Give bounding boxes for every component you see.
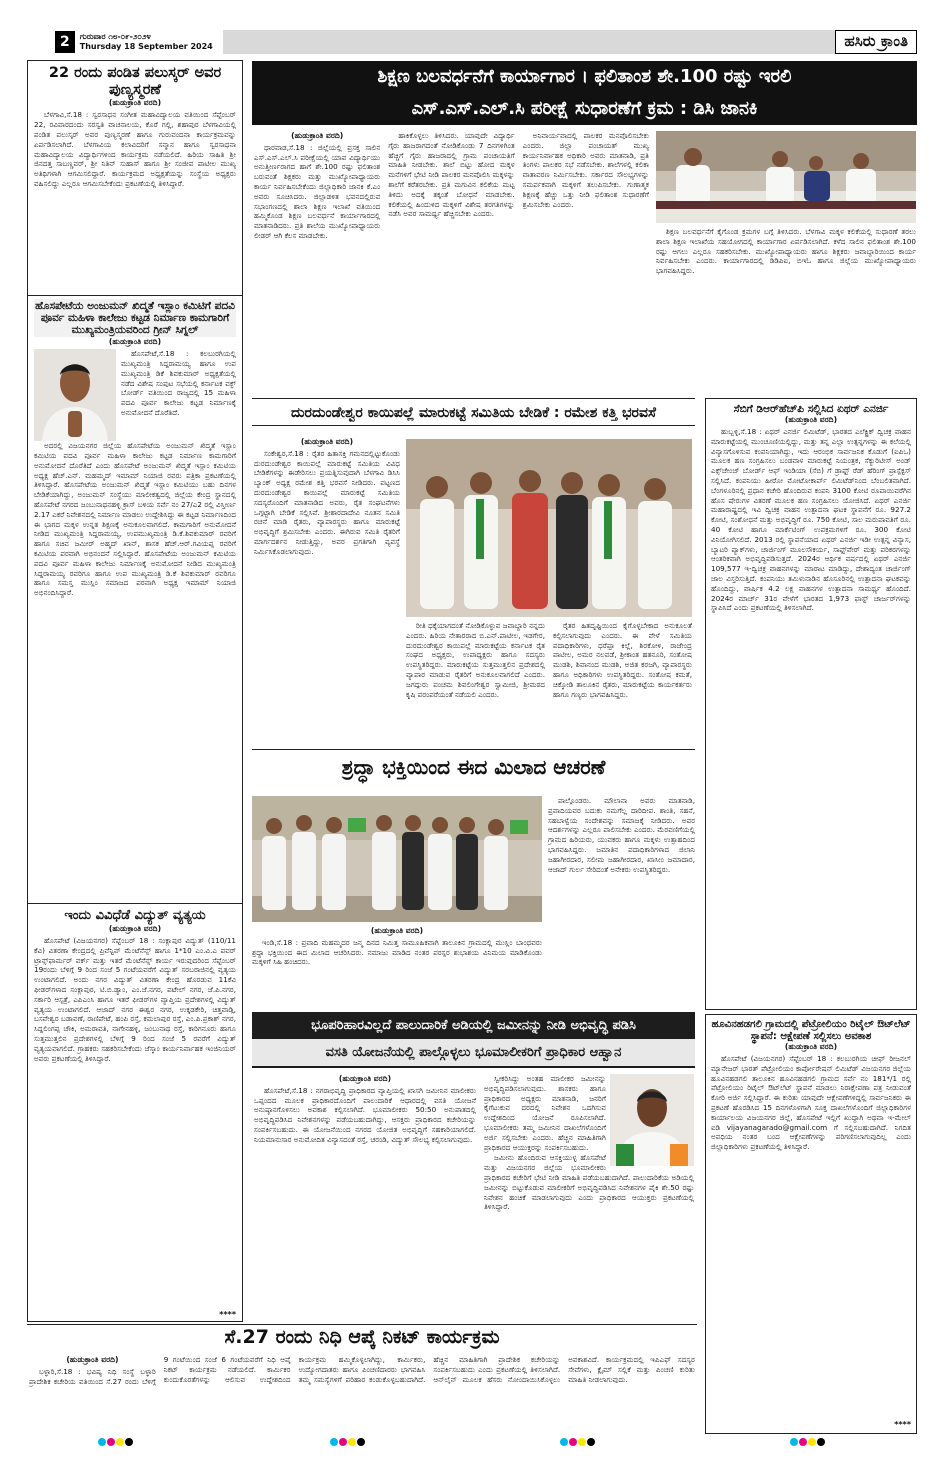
market-col-2: [406, 621, 545, 745]
land-body-left: [254, 1074, 476, 1318]
land-byline: (ಹುಡುಕ್ರಾಂತಿ ವರದಿ): [338, 1074, 392, 1083]
market-col-3-text: ರೈತರ ಹಿತದೃಷ್ಟಿಯಿಂದ ಕೈಗೊಳ್ಳಬೇಕಾದ ಅನುಕೂಲತೆ ಕಲ್ಪಿಸಲಾಗುವುದು ಎಂದರು. ಈ ವೇಳೆ ಸಮಿತಿಯ ಪದಾಧಿಕಾರಿಗಳು, ಧರೆಪ್ಪಾ ಕಿಲ್ಲೆ, ಶಿರಕೋಳಿ, ರಾಜೇಂದ್ರ ಪಾಟೀಲ, ಅಮರ ನಲವಡೆ, ಶ್ರೀಕಾಂತ ಹತನೂರಿ, ಸಂತೋಷ ಮುಡಶಿ, ಶಿವಾನಂದ ಮುಡಶಿ, ಅಜಿತ ಕರಜಗಿ, ವ್ಯಾಪಾರಸ್ಥರು ಹಾಗೂ ಅಧಿಕಾರಿಗಳು ಉಪಸ್ಥಿತರಿದ್ದರು. ಸಂತೋಷ ಕಮತೆ, ಚಿಕ್ಕೋಡಿ ತಾಲೂಕಿನ ರೈತರು, ಮಾರುಕಟ್ಟೆಯ ಕಾರ್ಯಕರ್ತರು ಹಾಗೂ ಗಣ್ಯರು ಭಾಗವಹಿಸಿದ್ದರು.: [553, 621, 692, 699]
article-energy-headline: ಸೆಬಿಗೆ ಡಿಆರ್‌ಹೆಚ್‌ಪಿ ಸಲ್ಲಿಸಿದ ಏಥರ್ ಎನರ್ಜಿ: [733, 403, 889, 415]
reg-dot: [98, 1438, 106, 1446]
end-stars: ****: [219, 1309, 236, 1319]
lead-body-right: [656, 227, 916, 393]
milad-byline: (ಹುಡುಕ್ರಾಂತಿ ವರದಿ): [370, 926, 424, 935]
lead-col-4-text: ಶಿಕ್ಷಣ ಬಲವರ್ಧನೆಗೆ ಕೈಗೊಂಡ ಕ್ರಮಗಳ ಬಗ್ಗೆ ತಿಳಿಸಿದರು. ಬೆಳಗಾವಿ ಮಕ್ಕಳ ಕಲಿಕೆಯಲ್ಲಿ ಸುಧಾರಣೆ ತರಲು ಶಾಲಾ ಶಿಕ್ಷಣ ಇಲಾಖೆಯ ಸಹಯೋಗದಲ್ಲಿ ಕಾರ್ಯಾಗಾರ ಏರ್ಪಡಿಸಲಾಗಿದೆ. ಕಳೆದ ಸಾಲಿನ ಫಲಿತಾಂಶ ಶೇ.100 ರಷ್ಟು ಆಗಲು ಎಲ್ಲರೂ ಸಹಕರಿಸಬೇಕು. ಮುಖ್ಯೋಪಾಧ್ಯಾಯರು ಹಾಗೂ ಶಿಕ್ಷಕರು ಜವಾಬ್ದಾರಿಯಿಂದ ಕಾರ್ಯ ನಿರ್ವಹಿಸಬೇಕು ಎಂದರು. ಕಾರ್ಯಾಗಾರದಲ್ಲಿ ಡಿಡಿಪಿಐ, ಬಿಇಓ ಹಾಗೂ ಜಿಲ್ಲೆಯ ಮುಖ್ಯೋಪಾಧ್ಯಾಯರು ಭಾಗವಹಿಸಿದ್ದರು.: [656, 227, 916, 276]
lead-col-1-text: ಧಾರವಾಡ,ಸೆ.18 : ಜಿಲ್ಲೆಯಲ್ಲಿ ಪ್ರಸಕ್ತ ಸಾಲಿನ ಎಸ್.ಎಸ್.ಎಲ್.ಸಿ ಪರೀಕ್ಷೆಯಲ್ಲಿ ಯಾವ ವಿದ್ಯಾರ್ಥಿಯು ಅನುತ್ತೀರ್ಣರಾಗದ ಹಾಗೆ ಶೇ.100 ರಷ್ಟು ಫಲಿತಾಂಶ ಬರುವಂತೆ ಶಿಕ್ಷಕರು ಮತ್ತು ಮುಖ್ಯೋಪಾಧ್ಯಾಯರು ಕಾರ್ಯ ನಿರ್ವಹಿಸಬೇಕೆಂದು ಜಿಲ್ಲಾಧಿಕಾರಿ ಜಾನಕಿ ಕೆ.ಎಂ ಅವರು ಸೂಚಿಸಿದರು. ಜಿಲ್ಲಾಡಳಿತ ಭವನದಲ್ಲಿರುವ ಸಭಾಂಗಣದಲ್ಲಿ ಶಾಲಾ ಶಿಕ್ಷಣ ಇಲಾಖೆ ವತಿಯಿಂದ ಹಮ್ಮಿಕೊಂಡ ಶಿಕ್ಷಣ ಬಲವರ್ಧನೆ ಕಾರ್ಯಾಗಾರದಲ್ಲಿ ಮಾತನಾಡಿದರು. ಪ್ರತಿ ಶಾಲೆಯ ಮುಖ್ಯೋಪಾಧ್ಯಾಯರು ಲೀಡರ್ ಆಗಿ ಕೆಲಸ ಮಾಡಬೇಕು.: [254, 142, 381, 240]
reg-dot: [357, 1438, 365, 1446]
article-petrol-inner: [711, 1019, 911, 1429]
article-anjuman-lead: [121, 349, 236, 441]
workshop-illustration: [656, 131, 916, 223]
article-anjuman-text: ಅದರಲ್ಲಿ ವಿಜಯನಗರ ಜಿಲ್ಲೆಯ ಹೊಸಪೇಟೆಯ ಅಂಜುಮನ್ ಖಿದ್ಮತೆ ಇಸ್ಲಾಂ ಕಮಿಟಿಯ ಪದವಿ ಪೂರ್ವ ಮಹಿಳಾ ಕಾಲೇಜು ಕಟ್ಟಡ ನಿರ್ಮಾಣ ಕಾಮಗಾರಿಗೆ ಅನುಮೋದನೆ ದೊರೆತಿದೆ ಎಂದು ಹೊಸಪೇಟೆ ಅಂಜುಮನ್ ಖಿದ್ಮತೆ ಇಸ್ಲಾಂ ಕಮಿಟಿಯ ಅಧ್ಯಕ್ಷ ಹೆಚ್.ಎನ್. ಮಹಮ್ಮದ್ ಇಮಾಮ್ ನಿಯಾಜಿ ರವರು ಪತ್ರಿಕಾ ಪ್ರಕಟಣೆಯಲ್ಲಿ ತಿಳಿಸಿದ್ದಾರೆ. ಹೊಸಪೇಟೆಯ ಅಂಜುಮನ್ ಖಿದ್ಮತೆ ಇಸ್ಲಾಂ ಕಮಿಟಿಯು ಬಹು ದಿನಗಳ ಬೇಡಿಕೆಯಾಗಿದ್ದು, ಅಂಜುಮನ್ ಸಂಸ್ಥೆಯು ಮಾಲೀಕತ್ವದಲ್ಲಿ ಜಿಲ್ಲೆಯ ಕೇಂದ್ರ ಸ್ಥಾನದಲ್ಲಿ ಹೊಸಪೇಟೆ ನಗರದ ಜಂಬುನಾಥನಹಳ್ಳಿ ಕ್ರಾಸ್ ಬಳಿಯ ಸರ್ವೆ ನಂ 27/ಎ2 ರಲ್ಲಿ ವಿಸ್ತೀರ್ಣ 2.17 ಎಕರೆ ನಿವೇಶನದಲ್ಲಿ ನಿರ್ಮಾಣ ಮಾಡಲು ಉದ್ದೇಶಿಸಿದ್ದು ಈ ಕಟ್ಟಡ ನಿರ್ಮಾಣದಿಂದ ಈ ಭಾಗದ ಮಕ್ಕಳ ಉನ್ನತ ಶಿಕ್ಷಣಕ್ಕೆ ಅನುಕೂಲವಾಗಲಿದೆ. ಕಾಮಗಾರಿಗೆ ಅನುಮೋದನೆ ನೀಡಿದ ಮುಖ್ಯಮಂತ್ರಿ ಸಿದ್ದರಾಮಯ್ಯ, ಉಪಮುಖ್ಯಮಂತ್ರಿ ಡಿ.ಕೆ.ಶಿವಕುಮಾರ್ ರವರಿಗೆ ಹಾಗೂ ಸಚಿವ ಜಮೀರ್ ಅಹ್ಮದ್ ಖಾನ್, ಶಾಸಕ ಹೆಚ್.ಆರ್.ಗವಿಯಪ್ಪ ರವರಿಗೆ ಕಮಿಟಿಯ ಪರವಾಗಿ ಅಭಿನಂದನೆ ಸಲ್ಲಿಸಿದ್ದಾರೆ. ಹೊಸಪೇಟೆಯ ಅಂಜುಮನ್ ಕಮಿಟಿಯ ಪದವಿ ಪೂರ್ವ ಮಹಿಳಾ ಕಾಲೇಜು ನಿರ್ಮಾಣಕ್ಕೆ ಅನುಮೋದನೆ ನೀಡಿದ ಮುಖ್ಯಮಂತ್ರಿ ಸಿದ್ದರಾಮಯ್ಯ ರವರಿಗೂ ಹಾಗೂ ಉಪ ಮುಖ್ಯಮಂತ್ರಿ ಡಿ.ಕೆ ಶಿವಕುಮಾರ್ ರವರಿಗೂ ಹಾಗೂ ಸಮಸ್ತ ಮುಸ್ಲಿಂ ಸಮಾಜದ ಪರವಾಗಿ ಅಧ್ಯಕ್ಷ ಇಮಾಮ್ ನಿಯಾಜಿ ಅಭಿನಂದಿಸಿದ್ದಾರೆ.: [34, 441, 236, 598]
portrait-illustration: [34, 349, 116, 441]
article-milad-headline: ಶ್ರದ್ಧಾ ಭಕ್ತಿಯಿಂದ ಈದ ಮಿಲಾದ ಆಚರಣೆ: [341, 755, 606, 779]
article-power-cut-body: [34, 936, 236, 1310]
nidhi-body: [29, 1355, 695, 1433]
milad-col-right: [548, 796, 695, 1010]
reg-dot: [107, 1438, 115, 1446]
market-group-illustration: [406, 439, 692, 617]
land-col-3-text: ಜಮೀನು ಹೊಂದಿರುವ ಆಸಕ್ತಿಯುಳ್ಳ ಹೊಸಪೇಟೆ ಮತ್ತು ವಿಜಯನಗರ ಜಿಲ್ಲೆಯ ಭೂಮಾಲೀಕರು ಪ್ರಾಧಿಕಾರದ ಕಚೇರಿಗೆ ಭೇಟಿ ನೀಡಿ ಮಾಹಿತಿ ಪಡೆಯಬಹುದಾಗಿದೆ. ಪಾಲುದಾರಿಕೆಯ ಅಡಿಯಲ್ಲಿ ಜಮೀನನ್ನು ಬಿಟ್ಟುಕೊಡುವ ಮಾಲೀಕರಿಗೆ ಅಭಿವೃದ್ಧಿಪಡಿಸಿದ ನಿವೇಶನಗಳ ಪೈಕಿ ಶೇ.50 ರಷ್ಟು ನಿವೇಶನ ಹಂಚಿಕೆ ಮಾಡಲಾಗುವುದು ಎಂದು ಪ್ರಾಧಿಕಾರದ ಆಯುಕ್ತರು ಪ್ರಕಟಣೆಯಲ್ಲಿ ತಿಳಿಸಿದ್ದಾರೆ.: [484, 1153, 694, 1212]
page-number: 2: [55, 31, 75, 53]
reg-dot: [808, 1438, 816, 1446]
milad-col-1: [252, 926, 542, 1010]
official-portrait: [610, 1074, 694, 1166]
land-body-right: [484, 1074, 694, 1318]
article-energy-inner: [711, 403, 911, 995]
article-anjuman-lead-text: ಹೊಸಪೇಟೆ,ಸೆ.18 : ಕಲಬುರಗಿಯಲ್ಲಿ ಮುಖ್ಯಮಂತ್ರಿ ಸಿದ್ದರಾಮಯ್ಯ ಹಾಗೂ ಉಪ ಮುಖ್ಯಮಂತ್ರಿ ಡಿಕೆ ಶಿವಕುಮಾರ್ ಅಧ್ಯಕ್ಷತೆಯಲ್ಲಿ ನಡೆದ ವಿಶೇಷ ಸಂಪುಟ ಸಭೆಯಲ್ಲಿ ಕರ್ನಾಟಕ ವಕ್ಫ್ ಬೋರ್ಡ್ ವತಿಯಿಂದ ರಾಜ್ಯದಲ್ಲಿ 15 ಮಹಿಳಾ ಪದವಿ ಪೂರ್ವ ಕಾಲೇಜು ಕಟ್ಟಡ ನಿರ್ಮಾಣಕ್ಕೆ ಅನುಮೋದನೆ ದೊರೆತಿದೆ.: [121, 349, 236, 417]
page-header-left: [55, 30, 223, 54]
article-petrol-body: [711, 1054, 911, 1420]
photo-milad-group: [252, 796, 542, 922]
article-anjuman-body: [34, 441, 236, 911]
nidhi-byline: (ಹುಡುಕ್ರಾಂತಿ ವರದಿ): [66, 1355, 119, 1364]
article-power-cut-headline: ಇಂದು ವಿವಿಧೆಡೆ ವಿದ್ಯುತ್ ವ್ಯತ್ಯಯ: [64, 908, 206, 923]
reg-dot: [569, 1438, 577, 1446]
photo-market-group: [406, 439, 692, 617]
lead-headline-2: ಎಸ್.ಎಸ್.ಎಲ್.ಸಿ ಪರೀಕ್ಷೆ ಸುಧಾರಣೆಗೆ ಕ್ರಮ : ಡಿಸಿ ಜಾನಕಿ: [411, 98, 758, 119]
article-nidhi: [27, 1324, 697, 1434]
dateline: [80, 32, 213, 52]
land-headline-1: ಭೂಪರಿಹಾರವಿಲ್ಲದೆ ಪಾಲುದಾರಿಕೆ ಅಡಿಯಲ್ಲಿ ಜಮೀನನ್ನು ನೀಡಿ ಅಭಿವೃದ್ಧಿ ಪಡಿಸಿ: [311, 1018, 636, 1033]
lead-byline: (ಹುಡುಕ್ರಾಂತಿ ವರದಿ): [291, 131, 344, 140]
market-col-1-text: ಸಂಕೇಶ್ವರ,ಸೆ.18 : ರೈತರ ಹಿತಾಸಕ್ತಿ ಗಮನದಲ್ಲಿಟ್ಟುಕೊಂಡು ದುರದುಂಡೇಶ್ವರ ಕಾಯಿಪಲ್ಲೆ ಮಾರುಕಟ್ಟೆ ಸಮಿತಿಯ ವಿವಿಧ ಬೇಡಿಕೆಗಳನ್ನು ಈಡೇರಿಸಲು ಪ್ರಯತ್ನಿಸುವುದಾಗಿ ಬೆಳಗಾವಿ ಡಿಸಿಸಿ ಬ್ಯಾಂಕ್ ಅಧ್ಯಕ್ಷ ರಮೇಶ ಕತ್ತಿ ಭರವಸೆ ನೀಡಿದರು. ಪಟ್ಟಣದ ದುರದುಂಡೇಶ್ವರ ಕಾಯಿಪಲ್ಲೆ ಮಾರುಕಟ್ಟೆ ಸಮಿತಿಯ ಸದಸ್ಯರೊಂದಿಗೆ ಮಾತನಾಡಿದ ಅವರು, ರೈತ ಸಂಘಟನೆಗಳು ಒಗ್ಗಟ್ಟಾಗಿ ಬೇಡಿಕೆ ಸಲ್ಲಿಸಿವೆ. ಶ್ರೀಶಾರದಾದೇವಿ ನೂತನ ಸಮಿತಿ ರಚನೆ ಮಾಡಿ ರೈತರು, ವ್ಯಾಪಾರಸ್ಥರು ಹಾಗೂ ಮಾರುಕಟ್ಟೆ ಅಭಿವೃದ್ಧಿಗೆ ಶ್ರಮಿಸಬೇಕು ಎಂದರು. ಈಗಿರುವ ಸಮಿತಿ ರೈತರಿಗೆ ಮಾರ್ಗದರ್ಶನ ನೀಡುತ್ತಿದ್ದು, ಅವರ ಪ್ರಗತಿಗಾಗಿ ವ್ಯವಸ್ಥೆ ನಿರ್ಮಿಸಿಕೊಡಲಾಗುವುದು.: [254, 448, 400, 556]
divider: [28, 295, 242, 296]
article-petrol-byline: (ಹುಡುಕ್ರಾಂತಿ ವರದಿ): [784, 1042, 838, 1051]
market-byline: (ಹುಡುಕ್ರಾಂತಿ ವರದಿ): [300, 437, 354, 446]
left-column: [27, 60, 243, 1322]
end-stars: ****: [894, 1420, 911, 1429]
reg-dot: [587, 1438, 595, 1446]
article-anjuman-byline: (ಹುಡುಕ್ರಾಂತಿ ವರದಿ): [108, 337, 162, 347]
market-col-3: [553, 621, 692, 745]
reg-dot: [560, 1438, 568, 1446]
land-col-1-text: ಹೊಸಪೇಟೆ,ಸೆ.18 : ನಗರಾಭಿವೃದ್ಧಿ ಪ್ರಾಧಿಕಾರದ ವ್ಯಾಪ್ತಿಯಲ್ಲಿ ಖಾಸಗಿ ಜಮೀನಿನ ಮಾಲೀಕರು ಒಪ್ಪಂದದ ಮೂಲಕ ಪ್ರಾಧಿಕಾರದೊಂದಿಗೆ ಪಾಲುದಾರಿಕೆ ಆಧಾರದಲ್ಲಿ ವಸತಿ ಯೋಜನೆ ಅನುಷ್ಠಾನಗೊಳಿಸಲು ಅವಕಾಶ ಕಲ್ಪಿಸಲಾಗಿದೆ. ಭೂಮಾಲೀಕರು 50:50 ಅನುಪಾತದಲ್ಲಿ ಅಭಿವೃದ್ಧಿಪಡಿಸಿದ ನಿವೇಶನಗಳನ್ನು ಪಡೆಯಬಹುದಾಗಿದ್ದು, ಆಸಕ್ತರು ಪ್ರಾಧಿಕಾರದ ಕಚೇರಿಯನ್ನು ಸಂಪರ್ಕಿಸಬಹುದು. ಈ ಯೋಜನೆಯಿಂದ ನಗರದ ಯೋಜಿತ ಅಭಿವೃದ್ಧಿಗೆ ಸಹಕಾರಿಯಾಗಲಿದೆ. ನಿಯಮಾನುಸಾರ ಅನುಮೋದಿತ ವಿನ್ಯಾಸದಂತೆ ರಸ್ತೆ, ಚರಂಡಿ, ವಿದ್ಯುತ್ ಸೌಲಭ್ಯ ಕಲ್ಪಿಸಲಾಗುವುದು.: [254, 1085, 476, 1144]
lead-headline-1: ಶಿಕ್ಷಣ ಬಲವರ್ಧನೆಗೆ ಕಾರ್ಯಾಗಾರ । ಫಲಿತಾಂಶ ಶೇ.100 ರಷ್ಟು ಇರಲಿ: [377, 66, 792, 87]
article-power-cut: [34, 909, 236, 1319]
article-petrol-text: ಹೊಸಪೇಟೆ (ವಿಜಯನಗರ) ಸೆಪ್ಟೆಂಬರ್ 18 : ಕಲಬುರಗಿಯ ಚೀಫ್ ರೀಜನಲ್ ಮ್ಯಾನೇಜರ್ ಭಾರತ್ ಪೆಟ್ರೋಲಿಯಂ ಕಾರ್ಪೋರೇಷನ್ ಲಿಮಿಟೆಡ್ ವಿಜಯನಗರ ಜಿಲ್ಲೆಯ ಹೂವಿನಹಡಗಲಿ ತಾಲೂಕಿನ ಹೂವಿನಹಡಗಲಿ ಗ್ರಾಮದ ಸರ್ವೆ ನಂ 181*/1 ರಲ್ಲಿ ಪೆಟ್ರೋಲಿಯಂ ರಿಟೈಲ್ ಔಟ್‌ಲೆಟ್ ಸ್ಥಾಪನೆ ಮಾಡಲು ನಿರಾಕ್ಷೇಪಣಾ ಪತ್ರ ನೀಡುವಂತೆ ಕೋರಿ ಅರ್ಜಿ ಸಲ್ಲಿಸಿದ್ದಾರೆ. ಈ ಕುರಿತು ಯಾವುದೇ ಆಕ್ಷೇಪಣೆಗಳಿದ್ದಲ್ಲಿ ಸಾರ್ವಜನಿಕರು ಈ ಪ್ರಕಟಣೆ ಹೊರಡಿಸಿದ 15 ದಿನಗಳೊಳಗಾಗಿ ಸೂಕ್ತ ದಾಖಲೆಗಳೊಂದಿಗೆ ಜಿಲ್ಲಾಧಿಕಾರಿಗಳ ಕಾರ್ಯಾಲಯ ವಿಜಯನಗರ ಜಿಲ್ಲೆ, ಹೊಸಪೇಟೆ ಇಲ್ಲಿಗೆ ಖುದ್ದಾಗಿ ಅಥವಾ ಇ-ಮೇಲ್ ಐಡಿ vijayanagarado@gmail.com ಗೆ ಸಲ್ಲಿಸಬಹುದಾಗಿದೆ. ನಿಗದಿತ ಅವಧಿಯ ನಂತರ ಬಂದ ಆಕ್ಷೇಪಣೆಗಳನ್ನು ಪರಿಗಣಿಸಲಾಗುವುದಿಲ್ಲ ಎಂದು ಜಿಲ್ಲಾಧಿಕಾರಿಗಳು ಪ್ರಕಟಣೆಯಲ್ಲಿ ತಿಳಿಸಿದ್ದಾರೆ.: [711, 1054, 911, 1152]
land-col-1: [254, 1074, 476, 1318]
lead-col-2: [388, 131, 514, 393]
article-paluskar-body: [34, 110, 236, 275]
reg-dot: [330, 1438, 338, 1446]
market-col-right: [406, 621, 692, 745]
reg-dot: [578, 1438, 586, 1446]
reg-dot: [125, 1438, 133, 1446]
land-headline-2: ವಸತಿ ಯೋಜನೆಯಲ್ಲಿ ಪಾಲ್ಗೊಳ್ಳಲು ಭೂಮಾಲೀಕರಿಗೆ ಪ್ರಾಧಿಕಾರ ಆಹ್ವಾನ: [252, 1039, 695, 1066]
nidhi-text: ಬಳ್ಳಾರಿ,ಸೆ.18 : ಭವಿಷ್ಯ ನಿಧಿ ಸಂಸ್ಥೆ ಬಳ್ಳಾರಿ ಪ್ರಾದೇಶಿಕ ಕಚೇರಿಯ ವತಿಯಿಂದ ಸೆ.27 ರಂದು ಬೆಳಿಗ್ಗೆ 9 ಗಂಟೆಯಿಂದ ಸಂಜೆ 6 ಗಂಟೆಯವರೆಗೆ ನಿಧಿ ಆಪ್ಕೆ ನಿಕಟ್ ಕಾರ್ಯಕ್ರಮ ನಡೆಯಲಿದೆ. ಕಾರ್ಮಿಕರ ಕುಂದುಕೊರತೆಗಳನ್ನು ಆಲಿಸುವ ಉದ್ದೇಶದಿಂದ ಕಾರ್ಯಕ್ರಮ ಹಮ್ಮಿಕೊಳ್ಳಲಾಗಿದ್ದು, ಕಾರ್ಮಿಕರು, ಉದ್ಯೋಗದಾತರು ಹಾಗೂ ಪಿಂಚಣಿದಾರರು ಭಾಗವಹಿಸಿ ತಮ್ಮ ಸಮಸ್ಯೆಗಳಿಗೆ ಪರಿಹಾರ ಕಂಡುಕೊಳ್ಳಬಹುದಾಗಿದೆ. ಹೆಚ್ಚಿನ ಮಾಹಿತಿಗಾಗಿ ಪ್ರಾದೇಶಿಕ ಕಚೇರಿಯನ್ನು ಸಂಪರ್ಕಿಸಬಹುದು ಎಂದು ಪ್ರಕಟಣೆಯಲ್ಲಿ ತಿಳಿಸಲಾಗಿದೆ. ಆನ್‌ಲೈನ್ ಮೂಲಕ ಹೆಸರು ನೋಂದಾಯಿಸಿಕೊಳ್ಳಲು ಅವಕಾಶವಿದೆ. ಕಾರ್ಯಕ್ರಮದಲ್ಲಿ ಇಪಿಎಫ್ ಸದಸ್ಯರ ಸೇವೆಗಳು, ಕ್ಲೈಮ್ ಸಲ್ಲಿಕೆ ಮತ್ತು ಪಿಂಚಣಿ ಕುರಿತು ಮಾಹಿತಿ ನೀಡಲಾಗುವುದು.: [29, 1355, 695, 1386]
article-power-cut-text: ಹೊಸಪೇಟೆ (ವಿಜಯನಗರ) ಸೆಪ್ಟೆಂಬರ್ 18 : ಸಂಕ್ಲಾಪುರ ವಿದ್ಯುತ್ (110/11 ಕೆವಿ) ವಿತರಣಾ ಕೇಂದ್ರದಲ್ಲಿ ಪ್ರಿವೆನ್ಟಿವ್ ಮೆಂಟೆನೆನ್ಸ್ ಹಾಗೂ 1*10 ಎಂ.ವಿ.ಎ ಪವರ್ ಟ್ರಾನ್ಸ್‌ಫಾರ್ಮರ್ ವರ್ಕ್ ಮತ್ತು ಇತರೆ ಮೆಂಟೆನೆನ್ಸ್ ಕಾರ್ಯ ಇರುವುದರಿಂದ ಸೆಪ್ಟೆಂಬರ್ 19ರಂದು ಬೆಳಿಗ್ಗೆ 9 ರಿಂದ ಸಂಜೆ 5 ಗಂಟೆಯವರೆಗೆ ವಿದ್ಯುತ್ ಸರಬರಾಜಿನಲ್ಲಿ ವ್ಯತ್ಯಯ ಉಂಟಾಗಲಿದೆ. ಅಂದು ನಗರ ವಿದ್ಯುತ್ ವಿತರಣಾ ಕೇಂದ್ರ ಹೊರಡುವ 11ಕೆವಿ ಫೀಡರ್‌ಗಳಾದ ಸಂಕ್ಲಾಪುರ, ಟಿ.ಬಿ.ಡ್ಯಾಂ, ಎಂ.ಜೆ.ನಗರ, ಪಟೇಲ್ ನಗರ, ಜೆ.ಪಿ.ನಗರ, ಸರ್ಕಾರಿ ಆಸ್ಪತ್ರೆ, ಎಪಿಎಂಸಿ ಹಾಗೂ ಇತರೆ ಫೀಡರ್‌ಗಳ ವ್ಯಾಪ್ತಿಯ ಪ್ರದೇಶಗಳಲ್ಲಿ ವಿದ್ಯುತ್ ವ್ಯತ್ಯಯ ಉಂಟಾಗಲಿದೆ. ಆಜಾದ್ ನಗರ ಈಶ್ವರ ನಗರ, ಉಕ್ಕಡಕೇರಿ, ಚಿತ್ತವಾಡ್ಗಿ, ಬಸವೇಶ್ವರ ಬಡಾವಣೆ, ರಾಣಿಪೇಟೆ, ಹಂಪಿ ರಸ್ತೆ, ಕಮಲಾಪುರ ರಸ್ತೆ, ಎಂ.ಪಿ.ಪ್ರಕಾಶ್ ನಗರ, ಸಿದ್ದಲಿಂಗಪ್ಪ ಚೌಕಿ, ಅಮರಾವತಿ, ನಾಗೇನಹಳ್ಳಿ, ಜಂಬುನಾಥ ರಸ್ತೆ, ಕಾರಿಗನೂರು ಹಾಗೂ ಸುತ್ತಮುತ್ತಲಿನ ಪ್ರದೇಶಗಳಲ್ಲಿ ಬೆಳಿಗ್ಗೆ 9 ರಿಂದ ಸಂಜೆ 5 ರವರೆಗೆ ವಿದ್ಯುತ್ ವ್ಯತ್ಯಯವಾಗಲಿದೆ. ಗ್ರಾಹಕರು ಸಹಕರಿಸಬೇಕೆಂದು ಜೆಸ್ಕಾಂ ಕಾರ್ಯನಿರ್ವಾಹಕ ಇಂಜಿನಿಯರ್ ಅವರು ಪ್ರಕಟಣೆಯಲ್ಲಿ ತಿಳಿಸಿದ್ದಾರೆ.: [34, 935, 236, 1063]
milad-col-2-text: ಪಾಲ್ಗೊಂಡರು. ಮೌಲಾನಾ ಅವರು ಮಾತನಾಡಿ, ಪ್ರವಾದಿಯವರ ಬದುಕು ನಮಗೆಲ್ಲ ದಾರಿದೀಪ. ಶಾಂತಿ, ಸಹನೆ, ಸಹಬಾಳ್ವೆಯ ಸಂದೇಶವನ್ನು ಸಮಾಜಕ್ಕೆ ನೀಡಿದರು. ಅವರ ಆದರ್ಶಗಳನ್ನು ಎಲ್ಲರೂ ಪಾಲಿಸಬೇಕು ಎಂದರು. ಮೆರವಣಿಗೆಯಲ್ಲಿ ಗ್ರಾಮದ ಹಿರಿಯರು, ಯುವಕರು ಹಾಗೂ ಮಕ್ಕಳು ಉತ್ಸಾಹದಿಂದ ಭಾಗವಹಿಸಿದ್ದರು. ಜಮಾತಿನ ಪದಾಧಿಕಾರಿಗಳಾದ ಜಿಲಾನಿ ಜಹಾಗೀರದಾರ, ಸಲೀಮ ಜಹಾಗೀರದಾರ, ಖಾಸೀಂ ಜಮಾದಾರ, ಆಜಾದ್ ಗುರ್ಲ ಸೇರಿದಂತೆ ಅನೇಕರು ಉಪಸ್ಥಿತರಿದ್ದರು.: [548, 796, 695, 874]
date-kannada: ಗುರುವಾರ ೧೮-೦೯-೨೦೨೪: [79, 32, 151, 41]
lead-col-4: [656, 227, 916, 393]
reg-dot: [348, 1438, 356, 1446]
page-header: [55, 30, 917, 54]
article-paluskar-headline: 22 ರಂದು ಪಂಡಿತ ಪಲುಸ್ಕರ್ ಅವರ ಪುಣ್ಯಸ್ಮರಣೆ: [48, 65, 222, 98]
article-power-cut-byline: (ಹುಡುಕ್ರಾಂತಿ ವರದಿ): [108, 923, 162, 933]
article-petrol-headline: ಹೂವಿನಹಡಗಲಿ ಗ್ರಾಮದಲ್ಲಿ ಪೆಟ್ರೋಲಿಯಂ ರಿಟೈಲ್ ಔಟ್‌ಲೆಟ್ ಸ್ಥಾಪನೆ: ಆಕ್ಷೇಪಣೆ ಸಲ್ಲಿಸಲು ಅವಕಾಶ: [711, 1019, 911, 1042]
article-petrol: [705, 1014, 917, 1434]
photo-workshop: [656, 131, 916, 223]
reg-dot: [790, 1438, 798, 1446]
land-col-2-text: ಸ್ವೀಕರಿಸಿದ್ದು ಅಂತಹ ಮಾಲೀಕರ ಜಮೀನನ್ನು ಅಭಿವೃದ್ಧಿಪಡಿಸಲಾಗುವುದು. ಶಾಸಕರು ಹಾಗೂ ಪ್ರಾಧಿಕಾರದ ಅಧ್ಯಕ್ಷರು ಮಾತನಾಡಿ, ಜನರಿಗೆ ಕೈಗೆಟುಕುವ ದರದಲ್ಲಿ ನಿವೇಶನ ಒದಗಿಸುವ ಉದ್ದೇಶದಿಂದ ಯೋಜನೆ ರೂಪಿಸಲಾಗಿದೆ. ಭೂಮಾಲೀಕರು ತಮ್ಮ ಜಮೀನಿನ ದಾಖಲೆಗಳೊಂದಿಗೆ ಅರ್ಜಿ ಸಲ್ಲಿಸಬೇಕು ಎಂದರು. ಹೆಚ್ಚಿನ ಮಾಹಿತಿಗಾಗಿ ಪ್ರಾಧಿಕಾರದ ಆಯುಕ್ತರನ್ನು ಸಂಪರ್ಕಿಸಬಹುದು.: [484, 1074, 606, 1152]
divider: [28, 903, 242, 904]
lead-col-2-text: ಹಾಕಿಕೊಳ್ಳಲು ತಿಳಿಸಿದರು. ಯಾವುದೇ ವಿದ್ಯಾರ್ಥಿ ಗೈರು ಹಾಜರಾಗದಂತೆ ನೋಡಿಕೊಂಡು 7 ದಿನಗಳಿಗಿಂತ ಹೆಚ್ಚಿಗೆ ಗೈರು ಹಾಜರಾದಲ್ಲಿ ಗ್ರಾಮ ಪಂಚಾಯತಿಗೆ ಮಾಹಿತಿ ನೀಡಬೇಕು. ಶಾಲೆ ಬಿಟ್ಟು ಹೋದ ಮಕ್ಕಳ ಮನೆಗಳಿಗೆ ಭೇಟಿ ನೀಡಿ ಪಾಲಕರ ಮನವೊಲಿಸಿ ಮಕ್ಕಳನ್ನು ಶಾಲೆಗೆ ಕರೆತರಬೇಕು. ಪ್ರತಿ ಮಗುವಿನ ಕಲಿಕೆಯ ಮಟ್ಟ ತಿಳಿದು ಅದಕ್ಕೆ ತಕ್ಕಂತೆ ಬೋಧನೆ ಮಾಡಬೇಕು. ಕಲಿಕೆಯಲ್ಲಿ ಹಿಂದುಳಿದ ಮಕ್ಕಳಿಗೆ ವಿಶೇಷ ತರಗತಿಗಳನ್ನು ನಡೆಸಿ ಅವರ ಸಾಮರ್ಥ್ಯ ಹೆಚ್ಚಿಸಬೇಕು ಎಂದರು.: [388, 131, 515, 219]
article-nidhi-headline: ಸೆ.27 ರಂದು ನಿಧಿ ಆಪ್ಕೆ ನಿಕಟ್ ಕಾರ್ಯಕ್ರಮ: [224, 1326, 500, 1348]
article-paluskar-text: ಬೆಳಗಾವಿ,ಸೆ.18 : ಸ್ವರಸಾಧನ ಸಂಗೀತ ಮಹಾವಿದ್ಯಾಲಯ ವತಿಯಿಂದ ಸೆಪ್ಟೆಂಬರ್ 22, ರವಿವಾರದಂದು ಸರಸ್ವತಿ ವಾಚನಾಲಯ, ಕೊರೆ ಗಲ್ಲಿ, ಶಹಾಪುರ ಬೆಳಗಾವಿಯಲ್ಲಿ ಪಂಡಿತ ಪಲುಸ್ಕರ್ ಅವರ ಪುಣ್ಯಸ್ಮರಣೆ ಹಾಗೂ ಗುರುವಂದನಾ ಕಾರ್ಯಕ್ರಮವನ್ನು ಏರ್ಪಡಿಸಲಾಗಿದೆ. ಬೆಳಗಾವಿಯ ಕಲಾವಿದರಿಗೆ ಸನ್ಮಾನ ಹಾಗೂ ಸ್ವರಸಾಧನಾ ಮಹಾವಿದ್ಯಾಲಯ ವಿದ್ಯಾರ್ಥಿಗಳಿಂದ ಕಾರ್ಯಕ್ರಮ ನಡೆಯಲಿದೆ. ಹಿರಿಯ ಸಾಹಿತಿ ಶ್ರೀ ಜಿನದತ್ತ ಸಾಬಣ್ಣವರ್, ಶ್ರೀ ನಿತಿನ್ ಸುಹಾಸ್ ಹಾಗೂ ಶ್ರೀ ಸಂಜೀವ ಪಾಟೀಲ ಮುಖ್ಯ ಅತಿಥಿಗಳಾಗಿ ಆಗಮಿಸಲಿದ್ದಾರೆ. ಕಾರ್ಯಕ್ರಮದ ಅಧ್ಯಕ್ಷತೆಯನ್ನು ಸಂಸ್ಥೆಯ ಅಧ್ಯಕ್ಷರು ವಹಿಸಲಿದ್ದು ಎಲ್ಲರೂ ಆಗಮಿಸಬೇಕೆಂದು ಪ್ರಕಟಣೆಯಲ್ಲಿ ತಿಳಿಸಿದ್ದಾರೆ.: [34, 110, 236, 188]
reg-dot: [799, 1438, 807, 1446]
market-col-2-text: ರೀತಿ ಧಕ್ಕೆಯಾಗದಂತೆ ನೋಡಿಕೊಳ್ಳುವ ಜವಾಬ್ದಾರಿ ನನ್ನದು ಎಂದರು. ಹಿರಿಯ ನೇತಾರರಾದ ಬಿ.ಎನ್.ಪಾಟೀಲ, ಇಡಗೇರ, ದುರದುಂಡೇಶ್ವರ ಕಾಯಿಪಲ್ಲೆ ಮಾರುಕಟ್ಟೆಯ ಕರ್ನಾಟಕ ರೈತ ಸಂಘದ ಅಧ್ಯಕ್ಷರು, ಉಪಾಧ್ಯಕ್ಷರು ಹಾಗೂ ಸದಸ್ಯರು ಉಪಸ್ಥಿತರಿದ್ದರು. ಮಾರುಕಟ್ಟೆಯ ಸುತ್ತಮುತ್ತಲಿನ ಪ್ರದೇಶದಲ್ಲಿ ವ್ಯಾಪಾರ ಮಾಡುವ ರೈತರಿಗೆ ಅನುಕೂಲವಾಗಲಿದೆ ಎಂದರು. ಜಗದ್ಗುರು ಪಂಚಮ ಶಿವಲಿಂಗೇಶ್ವರ ಸ್ವಾಮೀಜಿ, ಶ್ರೀಮಠದ ಕೃಷಿ ಪರಂಪರೆಯಂತೆ ನಡೆಯಲಿ ಎಂದರು.: [406, 621, 545, 699]
article-energy: [705, 398, 917, 1010]
lead-headline-banner: [252, 61, 917, 125]
article-energy-byline: (ಹುಡುಕ್ರಾಂತಿ ವರದಿ): [784, 415, 838, 425]
article-market-headline: ದುರದುಂಡೇಶ್ವರ ಕಾಯಿಪಲ್ಲೆ ಮಾರುಕಟ್ಟೆ ಸಮಿತಿಯ ಬೇಡಿಕೆ : ರಮೇಶ ಕತ್ತಿ ಭರವಸೆ: [252, 399, 695, 426]
registration-marks: [98, 1438, 133, 1446]
milad-col-left: [252, 926, 542, 1010]
registration-marks: [330, 1438, 365, 1446]
lead-body: [254, 131, 649, 393]
article-anjuman-headline: ಹೊಸಪೇಟೆಯ ಅಂಜುಮನ್ ಖಿದ್ಮತೆ ಇಸ್ಲಾಂ ಕಮಿಟಿಗೆ ಪದವಿ ಪೂರ್ವ ಮಹಿಳಾ ಕಾಲೇಜು ಕಟ್ಟಡ ನಿರ್ಮಾಣ ಕಾಮಗಾರಿಗೆ ಮುಖ್ಯಮಂತ್ರಿಯವರಿಂದ ಗ್ರೀನ್ ಸಿಗ್ನಲ್: [35, 300, 235, 337]
milad-col-2: [548, 796, 695, 1010]
article-energy-body: [711, 427, 911, 995]
nidhi-col: [29, 1355, 695, 1433]
article-paluskar-byline: (ಹುಡುಕ್ರಾಂತಿ ವರದಿ): [108, 98, 162, 108]
lead-col-3: [523, 131, 649, 393]
article-energy-text: ಹುಬ್ಬಳ್ಳಿ,ಸೆ.18 : ಏಥರ್ ಎನರ್ಜಿ ಲಿಮಿಟೆಡ್, ಭಾರತದ ಎಲೆಕ್ಟ್ರಿಕ್ ದ್ವಿಚಕ್ರ ವಾಹನ ಮಾರುಕಟ್ಟೆಯಲ್ಲಿ ಮುಂಚೂಣಿಯಲ್ಲಿದ್ದು, ಮತ್ತು ತನ್ನ ಎಲ್ಲಾ ಉತ್ಪನ್ನಗಳನ್ನು ಈ ಕಲೆಯಲ್ಲಿ ವಿನ್ಯಾಸಗೊಳಿಸುವ ಕಂಪನಿಯಾಗಿದ್ದು, ಇದು ಆರಂಭಿಕ ಸಾರ್ವಜನಿಕ ಕೊಡುಗೆ (ಐಪಿಒ) ಮೂಲಕ ಹಣ ಸಂಗ್ರಹಿಸಲು ಬಂಡವಾಳ ಮಾರುಕಟ್ಟೆ ನಿಯಂತ್ರಕ, ಸೆಕ್ಯುರಿಟೀಸ್ ಅಂಡ್ ಎಕ್ಸ್‌ಚೇಂಜ್ ಬೋರ್ಡ್ ಆಫ್ ಇಂಡಿಯಾ (ಸೆಬಿ) ಗೆ ಡ್ರಾಫ್ಟ್ ರೆಡ್ ಹೆರಿಂಗ್ ಪ್ರಾಸ್ಪೆಕ್ಟಸ್ ಸಲ್ಲಿಸಿದೆ. ಕಂಪನಿಯು ಹೀರೋ ಮೋಟೋಕಾರ್ಪ್ ಲಿಮಿಟೆಡ್‌ನಿಂದ ಬೆಂಬಲಿತವಾಗಿದೆ. ಬೆಂಗಳೂರಿನಲ್ಲಿ ಪ್ರಧಾನ ಕಚೇರಿ ಹೊಂದಿರುವ ಕಂಪನಿ 3100 ಕೋಟಿ ರೂಪಾಯಿವರೆಗಿನ ಹೊಸ ಷೇರುಗಳ ವಿತರಣೆ ಮೂಲಕ ಹಣ ಸಂಗ್ರಹಿಸಲು ಯೋಜಿಸಿದೆ. ಏಥರ್ ಎನರ್ಜಿ ಮಹಾರಾಷ್ಟ್ರದಲ್ಲಿ ಇವಿ ದ್ವಿಚಕ್ರ ವಾಹನ ಉತ್ಪಾದನಾ ಘಟಕ ಸ್ಥಾಪನೆಗೆ ರೂ. 927.2 ಕೋಟಿ, ಸಂಶೋಧನೆ ಮತ್ತು ಅಭಿವೃದ್ಧಿಗೆ ರೂ. 750 ಕೋಟಿ, ಸಾಲ ಮರುಪಾವತಿಗೆ ರೂ. 40 ಕೋಟಿ ಹಾಗೂ ಮಾರ್ಕೆಟಿಂಗ್ ಉಪಕ್ರಮಗಳಿಗೆ ರೂ. 300 ಕೋಟಿ ವಿನಿಯೋಗಿಸಲಿದೆ. 2013 ರಲ್ಲಿ ಸ್ಥಾಪನೆಯಾದ ಏಥರ್ ಎನರ್ಜಿ ಇಡೀ ಉತ್ಪನ್ನ ವಿನ್ಯಾಸ, ಬ್ಯಾಟರಿ ಪ್ಯಾಕ್‌ಗಳು, ಚಾರ್ಜಿಂಗ್ ಮೂಲಸೌಕರ್ಯ, ಸಾಫ್ಟ್‌ವೇರ್ ಮತ್ತು ಪರಿಕರಗಳನ್ನು ಆಂತರಿಕವಾಗಿ ಅಭಿವೃದ್ಧಿಪಡಿಸುತ್ತದೆ. 2024ರ ಆರ್ಥಿಕ ವರ್ಷದಲ್ಲಿ ಏಥರ್ ಎನರ್ಜಿ 109,577 ಇ-ದ್ವಿಚಕ್ರ ವಾಹನಗಳನ್ನು ಮಾರಾಟ ಮಾಡಿದ್ದು, ದೇಶಾದ್ಯಂತ ಚಾರ್ಜಿಂಗ್ ಜಾಲ ವಿಸ್ತರಿಸುತ್ತಿದೆ. ಕಂಪನಿಯು ತಮಿಳುನಾಡಿನ ಹೊಸೂರಿನಲ್ಲಿ ಉತ್ಪಾದನಾ ಘಟಕವನ್ನು ಹೊಂದಿದ್ದು, ವಾರ್ಷಿಕ 4.2 ಲಕ್ಷ ವಾಹನಗಳ ಉತ್ಪಾದನಾ ಸಾಮರ್ಥ್ಯ ಹೊಂದಿದೆ. 2024ರ ಮಾರ್ಚ್ 31ರ ವೇಳೆಗೆ ಭಾರತದ 1,973 ಫಾಸ್ಟ್ ಚಾರ್ಜರ್‌ಗಳನ್ನು ಸ್ಥಾಪಿಸಿದೆ ಎಂದು ಪ್ರಕಟಣೆಯಲ್ಲಿ ತಿಳಿಸಲಾಗಿದೆ.: [711, 427, 911, 613]
milad-col-1-text: ಇಂಡಿ,ಸೆ.18 : ಪ್ರವಾದಿ ಮಹಮ್ಮದರ ಜನ್ಮ ದಿನದ ನಿಮಿತ್ತ ಸಾಮೂಹಿಕವಾಗಿ ತಾಲೂಕಿನ ಗ್ರಾಮದಲ್ಲಿ ಮುಸ್ಲಿಂ ಬಾಂಧವರು ಶ್ರದ್ಧಾ ಭಕ್ತಿಯಿಂದ ಈದ ಮಿಲಾದ ಆಚರಿಸಿದರು. ನಮಾಜು ಮಾಡಿದ ನಂತರ ಪರಸ್ಪರ ಶುಭಾಶಯ ವಿನಿಮಯ ಮಾಡಿಕೊಂಡು ಮಕ್ಕಳಿಗೆ ಸಿಹಿ ಹಂಚಿದರು.: [252, 937, 542, 967]
photo-official: [610, 1074, 694, 1166]
land-headline-banner: [252, 1012, 695, 1068]
land-col-2: [484, 1074, 694, 1318]
reg-dot: [116, 1438, 124, 1446]
article-milad: [252, 752, 695, 1010]
market-col-1: [254, 437, 400, 745]
lead-col-1: [254, 131, 380, 393]
reg-dot: [339, 1438, 347, 1446]
header-band: [223, 30, 836, 54]
registration-marks: [560, 1438, 595, 1446]
article-market: [252, 398, 695, 750]
photo-imam-niyazi: [34, 349, 116, 441]
article-paluskar: [34, 65, 236, 275]
milad-group-illustration: [252, 796, 542, 922]
registration-marks: [790, 1438, 825, 1446]
article-anjuman-top: [34, 349, 236, 441]
article-anjuman: [34, 299, 236, 911]
lead-col-3-text: ಅನಿವಾರ್ಯವಾದಲ್ಲಿ ಪಾಲಕರ ಮನವೊಲಿಸಬೇಕು ಎಂದರು. ಜಿಲ್ಲಾ ಪಂಚಾಯತ್ ಮುಖ್ಯ ಕಾರ್ಯನಿರ್ವಾಹಕ ಅಧಿಕಾರಿ ಅವರು ಮಾತನಾಡಿ, ಪ್ರತಿ ತಿಂಗಳು ಪಾಲಕರ ಸಭೆ ನಡೆಸಬೇಕು. ಶಾಲೆಗಳಲ್ಲಿ ಕಲಿಕಾ ವಾತಾವರಣ ನಿರ್ಮಿಸಬೇಕು. ಸರ್ಕಾರದ ಸೌಲಭ್ಯಗಳನ್ನು ಸಮರ್ಪಕವಾಗಿ ಮಕ್ಕಳಿಗೆ ತಲುಪಿಸಬೇಕು. ಗುಣಾತ್ಮಕ ಶಿಕ್ಷಣಕ್ಕೆ ಹೆಚ್ಚು ಒತ್ತು ನೀಡಿ ಫಲಿತಾಂಶ ಸುಧಾರಣೆಗೆ ಶ್ರಮಿಸಬೇಕು ಎಂದರು.: [522, 131, 649, 209]
masthead-brand: ಹಸಿರು ಕ್ರಾಂತಿ: [835, 30, 917, 54]
date-english: Thursday 18 September 2024: [79, 42, 213, 51]
market-col-left: [254, 437, 400, 745]
reg-dot: [817, 1438, 825, 1446]
